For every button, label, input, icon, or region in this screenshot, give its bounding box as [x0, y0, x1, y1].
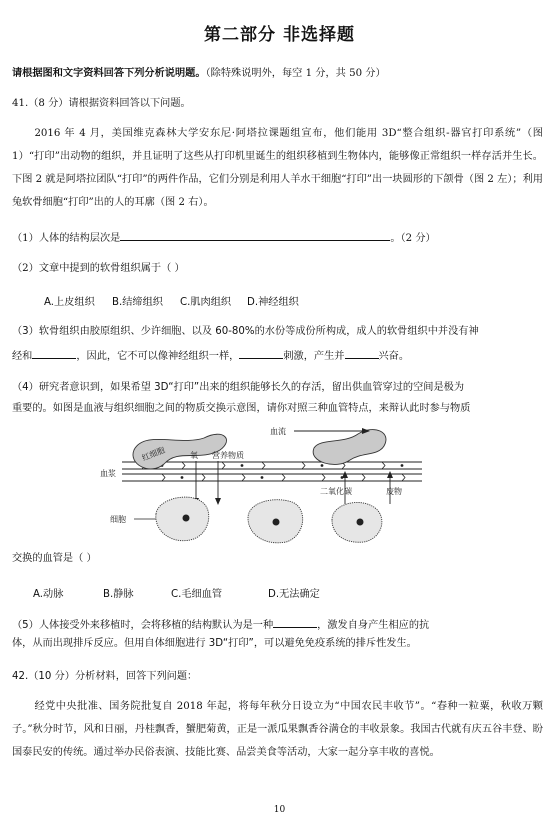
q41-sub5-blank[interactable]	[273, 616, 317, 628]
q41-passage: 2016 年 4 月，美国维克森林大学安东尼·阿塔拉课题组宣布，他们能用 3D“整合组织-器官打印系统”（图 1）“打印”出动物的组织，并且证明了这些从打印机里诞生的组织移植到生物体内，能够像正常组织一样存活并生长。下图 2 就是阿塔拉团队“打印”的两件作品，它们分别是利用人羊水干细胞“打印”出一块圆形的下颌骨（图 2 左）；利用兔软骨细胞“打印”出的人的耳廓（图 2 右）。	[12, 128, 543, 208]
q41-header: 41.（8 分）请根据资料回答以下问题。	[12, 98, 191, 109]
q41-sub4-line1: （4）研究者意识到，如果希望 3D“打印”出来的组织能够长久的存活，留出供血管穿过的空间是极为	[12, 382, 465, 393]
q41-sub5-line2: 体，从而出现排斥反应。但用自体细胞进行 3D“打印”，可以避免免疫系统的排斥性发生。	[12, 638, 417, 649]
tissue-cell-right	[332, 502, 382, 542]
capillary-wall-top	[122, 462, 422, 469]
q41-sub5-text-b: ，激发自身产生相应的抗	[317, 620, 430, 631]
page-number: 10	[273, 805, 286, 815]
q41-sub4-line3: 交换的血管是（ ）	[12, 553, 97, 564]
q41-sub3-text-b: ，因此，它不可以像神经组织一样，	[76, 351, 240, 362]
instructions-note: （除特殊说明外，每空 1 分，共 50 分）	[205, 68, 386, 79]
q42-passage: 经党中央批准、国务院批复自 2018 年起，将每年秋分日设立为“中国农民丰收节”。“春种一粒粟，秋收万颗子。”秋分时节，风和日丽，丹桂飘香，蟹肥菊黄，正是一派瓜果飘香谷满仓的丰收景象。我国古代就有庆五谷丰登、盼国泰民安的传统。通过举办民俗表演、技能比赛、品尝美食等活动，大家一起分享丰收的喜悦。	[12, 701, 543, 758]
q41-sub4-option-a[interactable]: A.动脉	[33, 589, 64, 600]
q41-sub2-option-a[interactable]: A.上皮组织	[44, 297, 95, 308]
section-title: 第二部分 非选择题	[204, 25, 355, 45]
q41-sub4-line2: 重要的。如图是血液与组织细胞之间的物质交换示意图，请你对照三种血管特点，来辩认此时参与物质	[12, 403, 471, 414]
q41-sub3-blank-2[interactable]	[239, 347, 283, 359]
capillary-exchange-figure	[92, 418, 442, 546]
tissue-cell-left	[156, 497, 209, 541]
instructions-main: 请根据图和文字资料回答下列分析说明题。	[12, 68, 206, 79]
q41-sub2-option-b[interactable]: B.结缔组织	[112, 297, 163, 308]
cell-label: 细胞	[110, 515, 126, 524]
q41-sub2-option-c[interactable]: C.肌肉组织	[180, 297, 232, 308]
q41-sub1-suffix: 。（2 分）	[390, 233, 436, 244]
plasma-label: 血浆	[100, 469, 116, 478]
q41-sub4-option-d[interactable]: D.无法确定	[268, 589, 320, 600]
q41-sub3-blank-3[interactable]	[345, 347, 379, 359]
rbc-label: 红细胞	[140, 445, 167, 463]
q41-sub3-text-d: 兴奋。	[378, 351, 410, 362]
q41-sub5-text-a: （5）人体接受外来移植时，会将移植的结构默认为是一种	[12, 620, 274, 631]
q42-header: 42.（10 分）分析材料，回答下列问题：	[12, 671, 198, 682]
waste-label: 废物	[386, 487, 402, 496]
q41-sub4-option-c[interactable]: C.毛细血管	[171, 589, 223, 600]
q41-sub1-answer-blank[interactable]	[120, 229, 390, 241]
q41-sub1-prefix: （1）人体的结构层次是	[12, 233, 121, 244]
q41-sub3-text-c: 刺激，产生并	[283, 351, 345, 362]
flow-label: 血流	[270, 427, 286, 436]
q41-sub1	[12, 229, 543, 246]
capillary-wall-cells	[142, 462, 405, 481]
q41-sub4-option-b[interactable]: B.静脉	[103, 589, 134, 600]
co2-label: 二氧化碳	[320, 487, 352, 496]
instructions-line	[12, 67, 543, 81]
q41-sub3-text-a: 经和	[12, 351, 33, 362]
tissue-cell-middle	[248, 500, 303, 543]
q41-sub2-question: （2）文章中提到的软骨组织属于（ ）	[12, 263, 185, 274]
q41-sub2-option-d[interactable]: D.神经组织	[247, 297, 299, 308]
q41-sub3-line1: （3）软骨组织由胶原组织、少许细胞、以及 60-80%的水份等成份所构成，成人的软骨组织中并没有神	[12, 326, 479, 337]
oxygen-label: 氧	[190, 451, 198, 460]
q41-sub3-blank-1[interactable]	[32, 347, 76, 359]
nutrients-label: 营养物质	[212, 451, 244, 460]
q41-sub3-line2	[12, 347, 543, 364]
capillary-wall-bottom	[122, 474, 422, 481]
red-blood-cell-right-shape	[313, 430, 386, 465]
q41-sub5-line1	[12, 616, 543, 633]
